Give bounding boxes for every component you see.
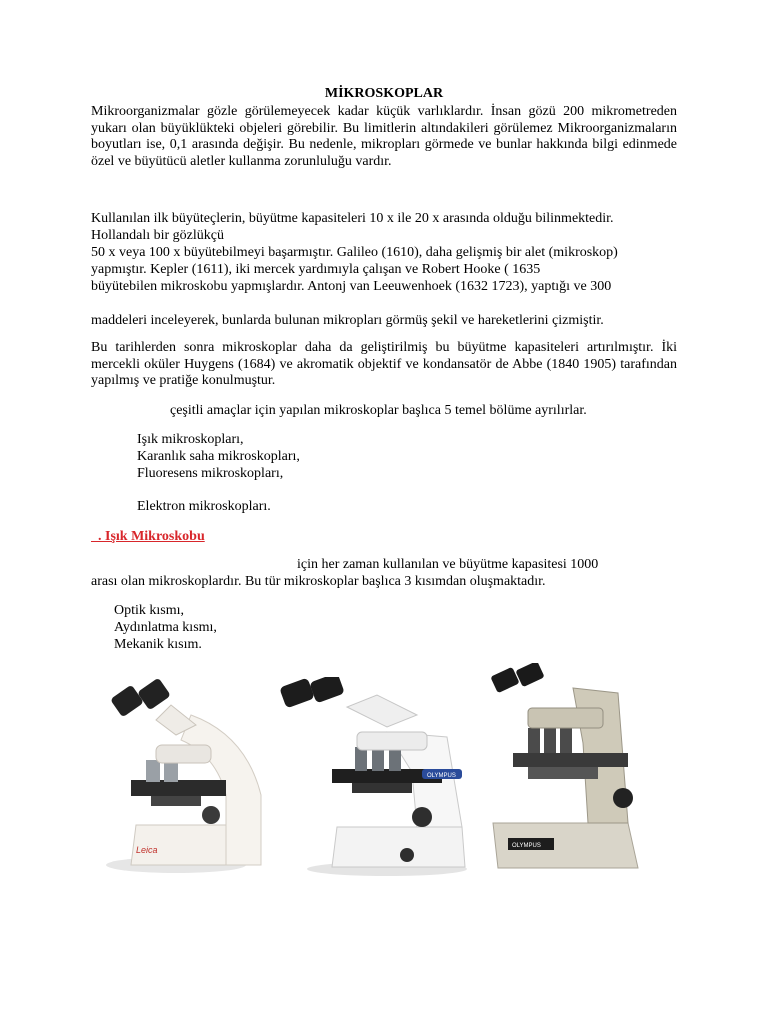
type-item: Elektron mikroskopları.	[137, 499, 271, 514]
p2-line-3: 50 x veya 100 x büyütebilmeyi başarmıştır. Galileo (1610), daha gelişmiş bir alet (mikroskop)	[91, 245, 618, 260]
p5-line-1: için her zaman kullanılan ve büyütme kapasitesi 1000	[297, 557, 599, 572]
part-item: Mekanik kısım.	[114, 637, 202, 652]
section-heading: . Işık Mikroskobu	[91, 529, 205, 544]
p2-line-5: büyütebilen mikroskobu yapmışlardır. Antonj van Leeuwenhoek (1632 1723), yaptığı ve 300	[91, 279, 612, 294]
p2-line-4: yapmıştır. Kepler (1611), iki mercek yardımıyla çalışan ve Robert Hooke ( 1635	[91, 262, 541, 277]
microscope-photo-olympus-ch	[488, 663, 646, 880]
type-item: Işık mikroskopları,	[137, 432, 244, 447]
p2-line-1: Kullanılan ilk büyüteçlerin, büyütme kapasiteleri 10 x ile 20 x arasında olduğu bilinmektedir.	[91, 211, 614, 226]
type-item: Fluoresens mikroskopları,	[137, 466, 284, 481]
brand-label: Leica	[136, 845, 158, 855]
paragraph-intro: Mikroorganizmalar gözle görülemeyecek kadar küçük varlıklardır. İnsan gözü 200 mikrometreden yukarı olan büyüklükteki objeleri görebilir. Bu limitlerin altındakileri görülemez Mikroorganizmaların boyutları ise, 0,1 arasında değişir. Bu nedenle, mikropları görmede ve bunlar hakkında bilgi edinmede özel ve büyütücü aletler kullanma zorunluluğu vardır.	[91, 104, 677, 169]
part-item: Optik kısmı,	[114, 603, 185, 618]
microscope-photo-olympus-cx	[277, 677, 470, 880]
p5-line-2: arası olan mikroskoplardır. Bu tür mikroskoplar başlıca 3 kısımdan oluşmaktadır.	[91, 574, 546, 589]
page-title: MİKROSKOPLAR	[324, 86, 444, 101]
part-item: Aydınlatma kısmı,	[114, 620, 217, 635]
p2-line-6: maddeleri inceleyerek, bunlarda bulunan mikropları görmüş şekil ve hareketlerini çizmiştir.	[91, 313, 604, 328]
microscope-photo-leica	[96, 675, 271, 880]
paragraph-types-intro: çeşitli amaçlar için yapılan mikroskoplar başlıca 5 temel bölüme ayrılırlar.	[170, 403, 587, 418]
brand-label: OLYMPUS	[512, 843, 541, 849]
type-item: Karanlık saha mikroskopları,	[137, 449, 300, 464]
paragraph-history: Bu tarihlerden sonra mikroskoplar daha da geliştirilmiş bu büyütme kapasiteleri artırılmıştır. İki mercekli oküler Huygens (1684) ve akromatik objektif ve kondansatör de Abbe (1840 1905) tarafından yapılmış ve pratiğe konulmuştur.	[91, 340, 677, 389]
brand-label: OLYMPUS	[427, 773, 456, 779]
p2-line-2: Hollandalı bir gözlükçü	[91, 228, 224, 243]
